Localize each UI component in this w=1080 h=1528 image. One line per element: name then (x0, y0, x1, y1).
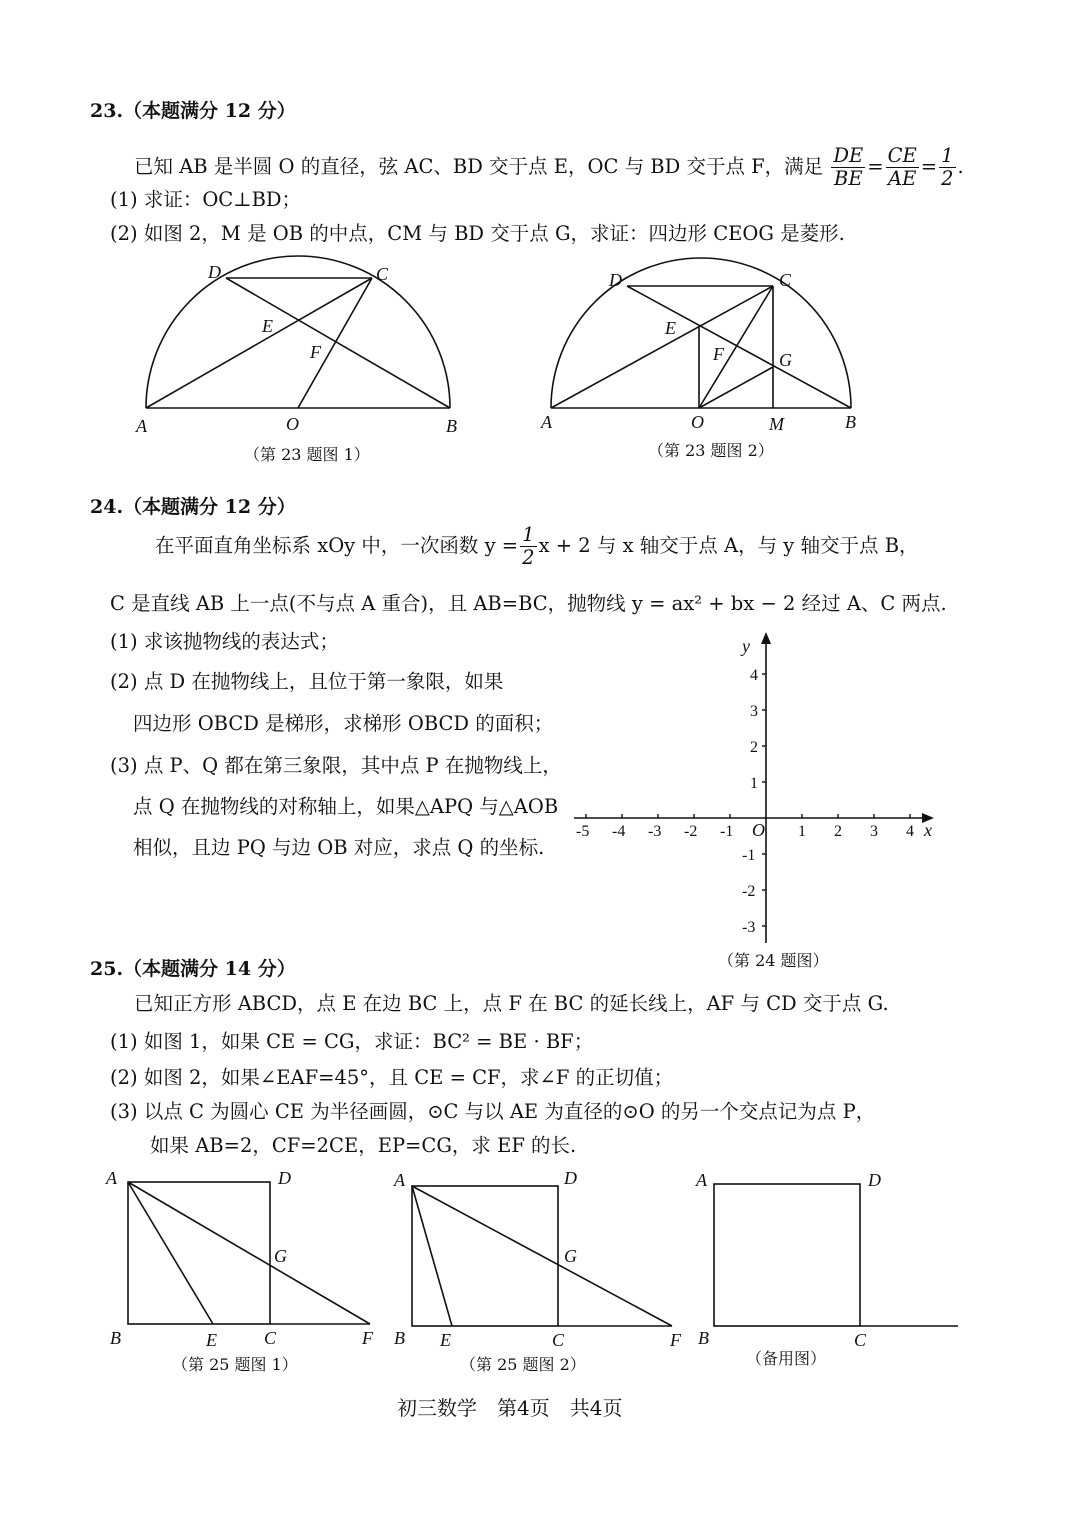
square-abcd (714, 1184, 860, 1326)
q23-stem-text: 已知 AB 是半圆 O 的直径，弦 AC、BD 交于点 E，OC 与 BD 交于点 F，满足 (134, 155, 824, 178)
y-tick-label: 4 (750, 667, 758, 684)
q25-figure-1 (100, 1162, 390, 1357)
q24-part3c: 相似，且边 PQ 与边 OB 对应，求点 Q 的坐标. (133, 836, 545, 859)
y-tick-label: 3 (750, 703, 758, 720)
q24-heading: 24.（本题满分 12 分） (90, 496, 296, 518)
q25-stem: 已知正方形 ABCD，点 E 在边 BC 上，点 F 在 BC 的延长线上，AF 与 CD 交于点 G. (134, 992, 889, 1015)
label-a: A (136, 416, 147, 436)
x-tick-label: -1 (720, 823, 734, 840)
label-b: B (446, 416, 457, 436)
label-b: B (698, 1328, 709, 1348)
label-g: G (564, 1246, 577, 1266)
label-c: C (552, 1330, 565, 1350)
q23-stem: 已知 AB 是半圆 O 的直径，弦 AC、BD 交于点 E，OC 与 BD 交于点 F，满足 $\frac{DE}{BE}$ = $\frac{CE}{AE}$ = $\frac{1}{2}$ . (134, 144, 964, 190)
label-c: C (854, 1330, 867, 1350)
q25-part3b: 如果 AB=2，CF=2CE，EP=CG，求 EF 的长. (150, 1134, 577, 1157)
q25-fig2-caption: （第 25 题图 2） (460, 1355, 586, 1374)
q23-frac-ce-ae: $\frac{CE}{AE}$ (887, 144, 917, 190)
label-c: C (264, 1328, 277, 1348)
y-tick-label: 2 (750, 739, 758, 756)
segment-af (128, 1182, 370, 1324)
label-a: A (696, 1170, 707, 1190)
q23-part1: (1) 求证：OC⊥BD； (110, 188, 302, 211)
q25-part2: (2) 如图 2，如果∠EAF=45°，且 CE = CF，求∠F 的正切值； (110, 1066, 674, 1089)
label-e: E (665, 318, 676, 338)
q25-fig3-caption: （备用图） (746, 1349, 827, 1368)
x-tick-label: 4 (906, 823, 914, 840)
label-c: C (376, 264, 389, 284)
label-e: E (440, 1330, 451, 1350)
segment-ae (412, 1186, 452, 1326)
page-footer: 初三数学 第4页 共4页 (397, 1396, 623, 1420)
square-abcd (412, 1186, 558, 1326)
semicircle (551, 258, 851, 408)
x-tick-label: 3 (870, 823, 878, 840)
label-b: B (110, 1328, 121, 1348)
label-a: A (394, 1170, 405, 1190)
y-tick-label: -1 (742, 847, 756, 864)
q23-frac-half: $\frac{1}{2}$ (941, 144, 954, 190)
q24-part3b: 点 Q 在抛物线的对称轴上，如果△APQ 与△AOB (133, 795, 559, 818)
q24-part2b: 四边形 OBCD 是梯形，求梯形 OBCD 的面积； (133, 712, 554, 735)
q24-coordinate-axes (566, 628, 946, 963)
label-e: E (262, 316, 273, 336)
segment-oc (699, 286, 773, 408)
label-f: F (310, 342, 321, 362)
q25-part1: (1) 如图 1，如果 CE = CG，求证：BC² = BE · BF； (110, 1030, 594, 1053)
x-axis-label: x (924, 820, 932, 840)
q23-fig2-caption: （第 23 题图 2） (648, 441, 774, 460)
x-tick-label: 1 (798, 823, 806, 840)
segment-ae (128, 1182, 213, 1324)
q24-line1: 在平面直角坐标系 xOy 中，一次函数 y = $\frac{1}{2}$ x + 2 与 x 轴交于点 A，与 y 轴交于点 B， (155, 523, 919, 569)
y-axis-arrow (761, 632, 771, 644)
label-e: E (206, 1330, 217, 1350)
q25-part3a: (3) 以点 C 为圆心 CE 为半径画圆，⊙C 与以 AE 为直径的⊙O 的另一个交点记为点 P， (110, 1100, 876, 1123)
q24-frac-half: $\frac{1}{2}$ (522, 523, 535, 569)
y-tick-label: 1 (750, 775, 758, 792)
q23-part2: (2) 如图 2，M 是 OB 的中点，CM 与 BD 交于点 G，求证：四边形 CEOG 是菱形. (110, 222, 845, 245)
q23-figure-1 (130, 260, 470, 445)
q23-figure-2 (535, 260, 875, 445)
x-tick-label: -4 (612, 823, 626, 840)
y-axis-label: y (742, 636, 750, 656)
q25-figure-2 (390, 1162, 690, 1357)
segment-og (699, 367, 773, 408)
label-d: D (609, 270, 622, 290)
label-f: F (362, 1328, 373, 1348)
label-d: D (564, 1168, 577, 1188)
label-c: C (779, 270, 792, 290)
q25-heading: 25.（本题满分 14 分） (90, 958, 296, 980)
origin-label: O (752, 820, 765, 840)
label-f: F (713, 344, 724, 364)
label-b: B (394, 1328, 405, 1348)
label-o: O (286, 414, 299, 434)
label-o: O (691, 412, 704, 432)
label-m: M (769, 414, 784, 434)
label-d: D (868, 1170, 881, 1190)
label-d: D (208, 262, 221, 282)
x-tick-label: -2 (684, 823, 698, 840)
q23-fig1-caption: （第 23 题图 1） (244, 445, 370, 464)
q24-part3a: (3) 点 P、Q 都在第三象限，其中点 P 在抛物线上， (110, 754, 562, 777)
y-tick-label: -2 (742, 883, 756, 900)
segment-af (412, 1186, 672, 1326)
x-tick-label: -5 (576, 823, 590, 840)
q23-frac-de-be: $\frac{DE}{BE}$ (833, 144, 864, 190)
x-tick-label: -3 (648, 823, 662, 840)
q25-figure-spare (690, 1162, 970, 1357)
y-tick-label: -3 (742, 919, 756, 936)
x-tick-label: 2 (834, 823, 842, 840)
label-a: A (106, 1168, 117, 1188)
q24-fig-caption: （第 24 题图） (718, 951, 829, 970)
label-a: A (541, 412, 552, 432)
q25-fig1-caption: （第 25 题图 1） (172, 1355, 298, 1374)
label-b: B (845, 412, 856, 432)
q23-heading: 23.（本题满分 12 分） (90, 100, 296, 122)
q24-line2: C 是直线 AB 上一点(不与点 A 重合)，且 AB=BC，抛物线 y = ax² + bx − 2 经过 A、C 两点. (110, 592, 947, 615)
q24-part1: (1) 求该抛物线的表达式； (110, 630, 339, 653)
label-g: G (779, 350, 792, 370)
q24-part2a: (2) 点 D 在抛物线上，且位于第一象限，如果 (110, 670, 504, 693)
label-d: D (278, 1168, 291, 1188)
label-f: F (670, 1330, 681, 1350)
label-g: G (274, 1246, 287, 1266)
